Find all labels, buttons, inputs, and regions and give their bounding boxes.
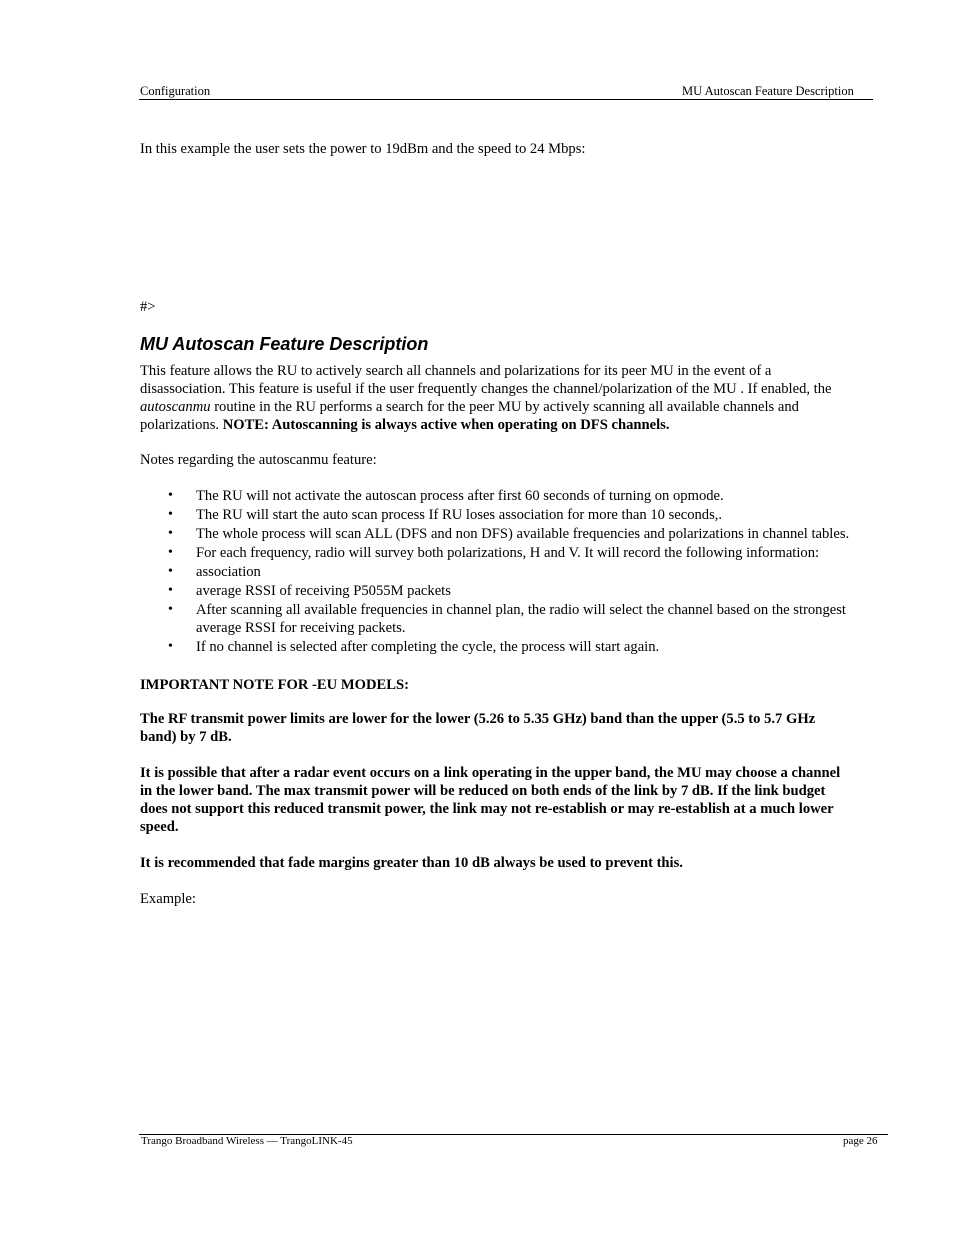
list-item-text: For each frequency, radio will survey both polarizations, H and V. It will record the following information: [196,545,820,561]
header-section-label: Configuration [140,84,211,98]
section-description [140,362,900,434]
description-line-rest: routine in the RU performs a search for the peer MU by actively scanning all available channels and [210,399,799,415]
bullet-icon: • [168,564,173,579]
header-divider [139,99,873,100]
eu-note-line: does not support this reduced transmit power, the link may not re-establish or may re-establish at a much lower [140,801,834,817]
list-item [140,638,920,656]
list-item [140,506,920,524]
list-item-text: After scanning all available frequencies in channel plan, the radio will select the channel based on the strongest [196,602,846,618]
list-item-text-continued: average RSSI for receiving packets. [196,620,406,636]
description-line [140,398,900,416]
intro-text: In this example the user sets the power to 19dBm and the speed to 24 Mbps: [140,141,586,157]
command-prompt: #> [140,299,156,315]
description-line: disassociation. This feature is useful if the user frequently changes the channel/polarization of the MU . If enabled, the [140,381,832,397]
eu-note-line: It is possible that after a radar event occurs on a link operating in the upper band, the MU may choose a channel [140,765,841,781]
bullet-icon: • [168,526,173,541]
description-line-plain: polarizations. [140,417,223,433]
list-item-text: average RSSI of receiving P5055M packets [196,583,451,599]
page-number: page 26 [843,1135,878,1147]
dfs-note: NOTE: Autoscanning is always active when operating on DFS channels. [222,417,670,433]
example-label: Example: [140,891,196,907]
eu-note-line: It is recommended that fade margins greater than 10 dB always be used to prevent this. [140,855,683,871]
description-line [140,416,900,434]
list-item [140,601,920,637]
eu-note-line: The RF transmit power limits are lower for the lower (5.26 to 5.35 GHz) band than the upper (5.5 to 5.7 GHz [140,711,816,727]
notes-label: Notes regarding the autoscanmu feature: [140,452,377,468]
list-item-text: The RU will not activate the autoscan process after first 60 seconds of turning on opmode. [196,488,724,504]
list-item [140,544,920,562]
bullet-icon: • [168,639,173,654]
bullet-icon: • [168,602,173,617]
bullet-icon: • [168,583,173,598]
eu-note-line: speed. [140,819,179,835]
list-item [140,563,920,581]
bullet-icon: • [168,545,173,560]
eu-fade-margin-note [140,854,910,872]
list-item-text: The RU will start the auto scan process If RU loses association for more than 10 seconds,. [196,507,723,523]
eu-note-line: in the lower band. The max transmit power will be reduced on both ends of the link by 7 dB. If the link budget [140,783,826,799]
footer-document-title: Trango Broadband Wireless — TrangoLINK-45 [141,1135,353,1147]
eu-radar-event-note [140,764,910,836]
list-item-text: If no channel is selected after completing the cycle, the process will start again. [196,639,660,655]
notes-list [140,487,920,657]
list-item-text: The whole process will scan ALL (DFS and non DFS) available frequencies and polarizations in channel tables. [196,526,850,542]
section-heading: MU Autoscan Feature Description [140,334,429,354]
header-page-title: MU Autoscan Feature Description [682,84,854,98]
list-item [140,525,920,543]
list-item [140,487,920,505]
eu-note-line: band) by 7 dB. [140,729,232,745]
command-name-italic: autoscanmu [140,399,211,415]
bullet-icon: • [168,507,173,522]
list-item-text: association [196,564,261,580]
bullet-icon: • [168,488,173,503]
description-line: This feature allows the RU to actively search all channels and polarizations for its peer MU in the event of a [140,363,772,379]
list-item [140,582,920,600]
eu-power-limit-note [140,710,910,746]
eu-note-heading: IMPORTANT NOTE FOR -EU MODELS: [140,677,409,693]
